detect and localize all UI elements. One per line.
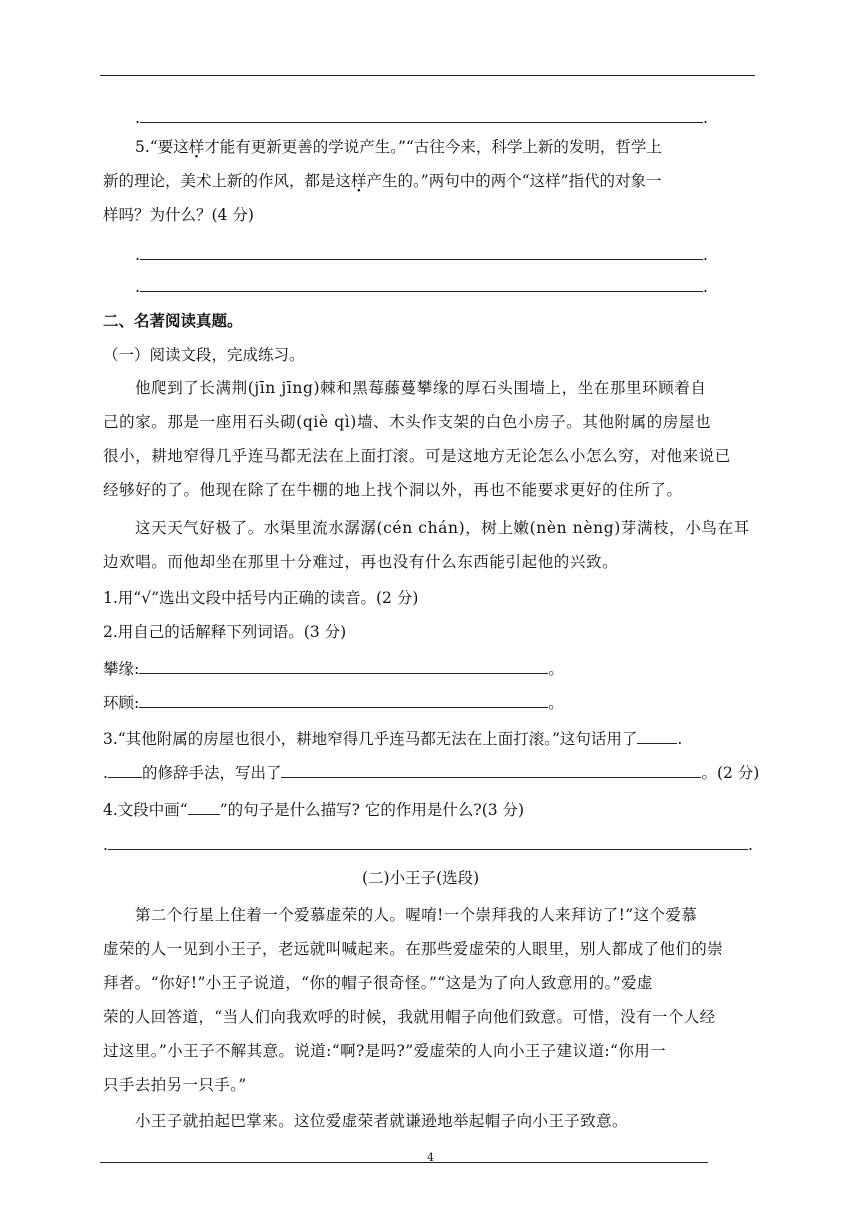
passage2-line: 只手去拍另一只手。” bbox=[103, 1076, 247, 1094]
question-4: 4.文段中画“ ”的句子是什么描写? 它的作用是什么?(3 分) bbox=[103, 801, 525, 819]
subsection-title: (二)小王子(选段) bbox=[362, 869, 480, 887]
passage2-line: 过这里。”小王子不解其意。说道:“啊?是吗?”爱虚荣的人向小王子建议道:“你用一 bbox=[103, 1042, 667, 1060]
q5-line3: 样吗？为什么？(4 分) bbox=[103, 206, 254, 224]
passage1-line: 这天天气好极了。水渠里流水潺潺(cén chán)，树上嫩(nèn nèng)芽满枝，小鸟在耳 bbox=[135, 519, 750, 537]
subsection-title: （一）阅读文段，完成练习。 bbox=[103, 346, 305, 364]
q5-line1: 5.“要这样才能有更新更善的学说产生。”“古往今来，科学上新的发明，哲学上 bbox=[135, 138, 662, 156]
answer-line[interactable]: . . bbox=[135, 278, 708, 296]
question-3-line2: . 的修辞手法，写出了 。(2 分) bbox=[103, 764, 760, 782]
answer-line: . . bbox=[135, 109, 708, 127]
passage1-line: 经够好的了。他现在除了在牛棚的地上找个洞以外，再也不能要求更好的住所了。 bbox=[103, 481, 683, 499]
passage1-line: 己的家。那是一座用石头砌(qiè qì)墙、木头作支架的白色小房子。其他附属的房屋也 bbox=[103, 413, 712, 431]
emphasis-char: 样 bbox=[188, 138, 205, 156]
word-2-answer[interactable]: 环顾: 。 bbox=[103, 694, 564, 712]
question-2: 2.用自己的话解释下列词语。(3 分) bbox=[103, 623, 347, 641]
passage2-line: 小王子就拍起巴掌来。这位爱虚荣者就谦逊地举起帽子向小王子致意。 bbox=[135, 1112, 628, 1130]
passage1-line: 他爬到了长满荆(jīn jīng)棘和黑莓藤蔓攀缘的厚石头围墙上，坐在那里环顾着自 bbox=[135, 379, 707, 397]
page-number: 4 bbox=[427, 1151, 434, 1164]
passage2-line: 荣的人回答道，“当人们向我欢呼的时候，我就用帽子向他们致意。可惜，没有一个人经 bbox=[103, 1008, 716, 1026]
passage2-line: 虚荣的人一见到小王子，老远就叫喊起来。在那些爱虚荣的人眼里，别人都成了他们的崇 bbox=[103, 940, 724, 958]
answer-line[interactable]: . . bbox=[135, 246, 708, 264]
section-title: 二、名著阅读真题。 bbox=[103, 311, 243, 330]
word-1-answer[interactable]: 攀缘: 。 bbox=[103, 660, 564, 678]
passage2-line: 拜者。“你好!”小王子说道，“你的帽子很奇怪。”“这是为了向人致意用的。”爱虚 bbox=[103, 974, 653, 992]
question-3-line1: 3.“其他附属的房屋也很小，耕地窄得几乎连马都无法在上面打滚。”这句话用了 . bbox=[103, 730, 683, 748]
passage1-line: 很小，耕地窄得几乎连马都无法在上面打滚。可是这地方无论怎么小怎么穷，对他来说已 bbox=[103, 447, 731, 465]
top-rule bbox=[100, 75, 755, 76]
question-1: 1.用“√”选出文段中括号内正确的读音。(2 分) bbox=[103, 589, 419, 607]
bottom-rule bbox=[100, 1162, 708, 1163]
passage1-line: 边欢唱。而他却坐在那里十分难过，再也没有什么东西能引起他的兴致。 bbox=[103, 553, 619, 571]
emphasis-char: 样 bbox=[351, 172, 367, 190]
passage2-line: 第二个行星上住着一个爱慕虚荣的人。喔唷!一个崇拜我的人来拜访了!”这个爱慕 bbox=[135, 906, 698, 924]
q5-line2: 新的理论，美术上新的作风，都是这样产生的。”两句中的两个“这样”指代的对象一 bbox=[103, 172, 662, 190]
answer-line[interactable]: . . bbox=[103, 836, 753, 854]
